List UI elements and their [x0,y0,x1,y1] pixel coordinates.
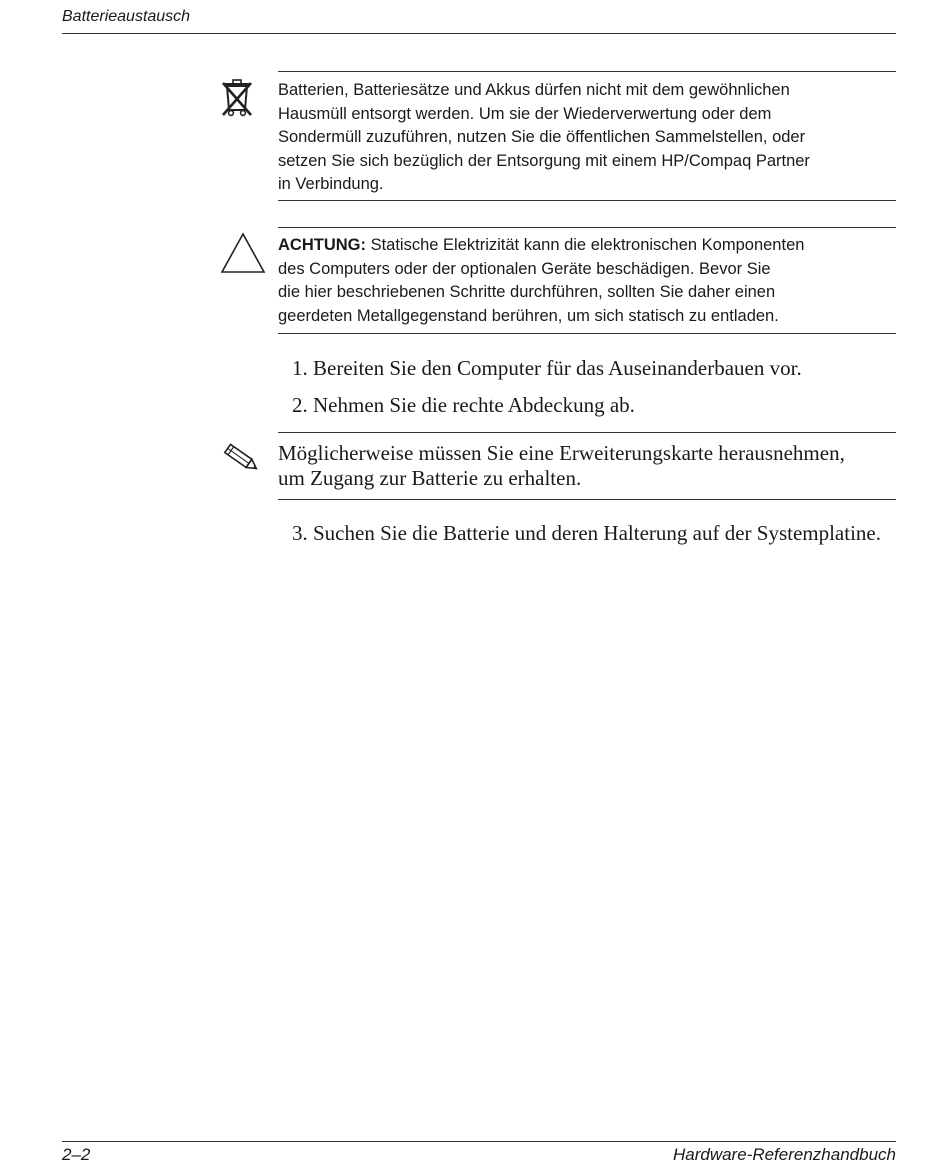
book-title: Hardware-Referenzhandbuch [672,1145,896,1164]
caution-notice-line: geerdeten Metallgegenstand berühren, um sich statisch zu entladen. [278,306,779,325]
caution-notice-line-text: Statische Elektrizität kann die elektronischen Komponenten [366,236,805,254]
note-notice-line: um Zugang zur Batterie zu erhalten. [278,466,582,490]
note-notice-text [278,441,888,491]
caution-notice-text [278,234,888,328]
pencil-note-icon [220,441,262,482]
recycling-notice-line: setzen Sie sich bezüglich der Entsorgung mit einem HP/Compaq Partner [278,151,810,170]
caution-label: ACHTUNG: [278,236,366,254]
caution-notice-line [278,234,888,258]
caution-notice-line: die hier beschriebenen Schritte durchführen, sollten Sie daher einen [278,283,776,301]
warning-triangle-icon [220,232,266,279]
step-1: 1. Bereiten Sie den Computer für das Auseinanderbauen vor. [292,356,802,380]
recycling-notice-line: Sondermüll zuzuführen, nutzen Sie die öffentlichen Sammelstellen, oder [278,128,806,146]
recycling-notice-text [278,79,888,197]
recycling-notice-line: Batterien, Batteriesätze und Akkus dürfen nicht mit dem gewöhnlichen [278,81,790,99]
step-2: 2. Nehmen Sie die rechte Abdeckung ab. [292,393,635,417]
running-head: Batterieaustausch [62,8,191,25]
caution-notice-line: des Computers oder der optionalen Geräte beschädigen. Bevor Sie [278,259,771,278]
header-rule [62,33,896,34]
recycling-notice-line: in Verbindung. [278,175,384,193]
note-notice-line: Möglicherweise müssen Sie eine Erweiterungskarte herausnehmen, [278,441,845,465]
footer-rule [62,1141,896,1142]
recycling-notice-line: Hausmüll entsorgt werden. Um sie der Wiederverwertung oder dem [278,104,772,123]
crossed-out-wheelie-bin-icon [220,78,254,123]
page-number: 2–2 [62,1145,91,1164]
step-3: 3. Suchen Sie die Batterie und deren Halterung auf der Systemplatine. [292,521,881,545]
